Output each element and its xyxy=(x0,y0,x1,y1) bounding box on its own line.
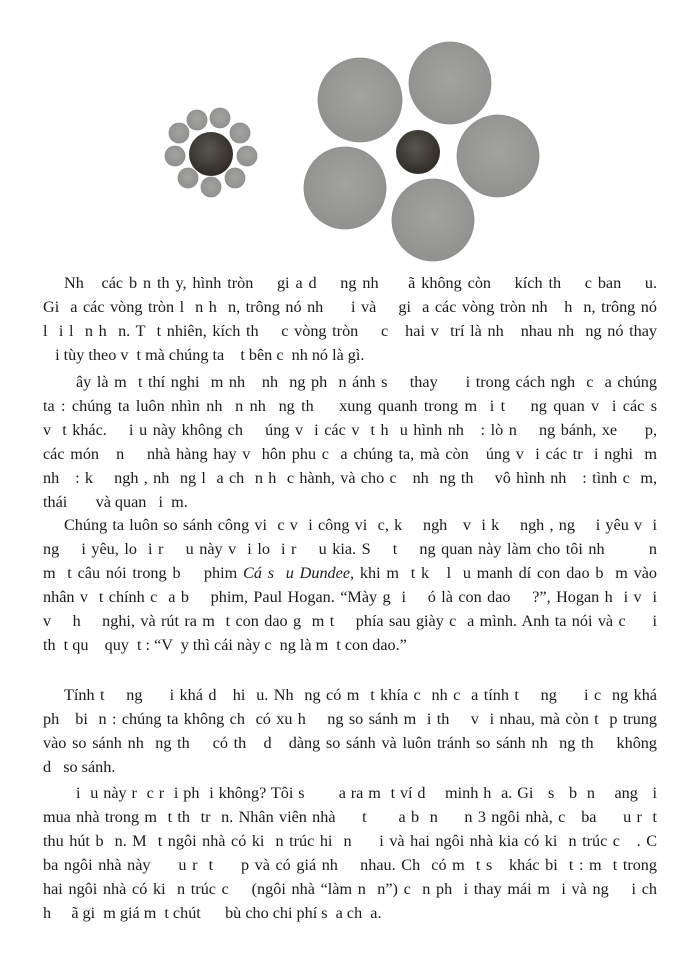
left-surround-circle xyxy=(187,110,207,130)
text-line: các món n nhà hàng hay v hôn phu c a chúng ta, mà còn úng v i các tr i nghi m xyxy=(43,445,657,463)
circles-illustration xyxy=(150,30,550,270)
ebbinghaus-illusion-figure xyxy=(150,30,550,270)
left-surround-circle xyxy=(225,168,245,188)
text-line: ng i yêu, lo i r u này v i lo i r u kia. S t ng quan này làm cho tôi nh n xyxy=(43,540,657,558)
text-line: Tính t ng i khá d hi u. Nh ng có m t khía c nh c a tính t ng i c ng khá xyxy=(64,686,657,704)
text-line: th t qu quy t : “V y thì cái này c ng là m t con dao.” xyxy=(43,636,407,654)
right-surround-circle xyxy=(304,147,386,229)
right-surround-circle xyxy=(392,179,474,261)
left-surround-circle xyxy=(165,146,185,166)
text-line: thu hút b n. M t ngôi nhà có ki n trúc hi n i và hai ngôi nhà kia có ki n trúc c . C xyxy=(43,832,657,850)
text-line: mua nhà trong m t th tr n. Nhân viên nhà t a b n n 3 ngôi nhà, c ba u r t xyxy=(43,808,657,826)
small-surround-cluster xyxy=(165,108,257,197)
text-line: ta : chúng ta luôn nhìn nh n nh ng th xung quanh trong m i t ng quan v i các s xyxy=(43,397,657,415)
left-surround-circle xyxy=(230,123,250,143)
right-surround-circle xyxy=(457,115,539,197)
text-line: d so sánh. xyxy=(43,758,116,776)
text-line: Nh các b n th y, hình tròn gi a d ng nh ã không còn kích th c ban u. xyxy=(64,274,657,292)
text-line: hai ngôi nhà có ki n trúc c (ngôi nhà “làm n n”) c n ph i thay mái m i và ng i ch xyxy=(43,880,657,898)
text-line: nh : k ngh , nh ng l a ch n h c hành, và cho c nh ng th vô hình nh : tình c m, xyxy=(43,469,657,487)
text-line: vào so sánh nh ng th có th d dàng so sánh và luôn tránh so sánh nh ng th không xyxy=(43,734,657,752)
text-line: Chúng ta luôn so sánh công vi c v i công vi c, k ngh v i k ngh , ng i yêu v i xyxy=(64,516,657,534)
text-line: nhân v t chính c a b phim, Paul Hogan. “Mày g i ó là con dao ?”, Hogan h i v i xyxy=(43,588,657,606)
text-line: ây là m t thí nghi m nh nh ng ph n ánh s thay i trong cách ngh c a chúng xyxy=(76,373,657,391)
left-surround-circle xyxy=(201,177,221,197)
text-line: i tùy theo v t mà chúng ta t bên c nh nó là gì. xyxy=(43,346,365,364)
text-line: l i l n h n. T t nhiên, kích th c vòng tròn c hai v trí là nh nhau nh ng nó thay xyxy=(43,322,657,340)
large-surround-cluster xyxy=(304,42,539,261)
left-surround-circle xyxy=(169,123,189,143)
text-line: m t câu nói trong b phim Cá s u Dundee, khi m t k l u manh dí con dao b m vào xyxy=(43,564,657,582)
left-surround-circle xyxy=(178,168,198,188)
text-line: ba ngôi nhà này u r t p và có giá nh nhau. Ch có m t s khác bi t : m t trong xyxy=(43,856,657,874)
left-center-circle xyxy=(189,132,233,176)
text-line: ph bi n : chúng ta không ch có xu h ng so sánh m i th v i nhau, mà còn t p trung xyxy=(43,710,657,728)
text-line: v t khác. i u này không ch úng v i các v t h u hình nh : lò n ng bánh, xe p, xyxy=(43,421,657,439)
left-surround-circle xyxy=(210,108,230,128)
text-line: Gi a các vòng tròn l n h n, trông nó nh i và gi a các vòng tròn nh h n, trông nó xyxy=(43,298,657,316)
text-line: h ã gi m giá m t chút bù cho chi phí s a ch a. xyxy=(43,904,382,922)
text-line: i u này r c r i ph i không? Tôi s a ra m t ví d minh h a. Gi s b n ang i xyxy=(76,784,657,802)
right-surround-circle xyxy=(318,58,402,142)
left-surround-circle xyxy=(237,146,257,166)
text-line: thái và quan i m. xyxy=(43,493,188,511)
right-surround-circle xyxy=(409,42,491,124)
text-line: v h nghi, và rút ra m t con dao g m t phía sau giày c a mình. Anh ta nói và c i xyxy=(43,612,657,630)
right-center-circle xyxy=(396,130,440,174)
